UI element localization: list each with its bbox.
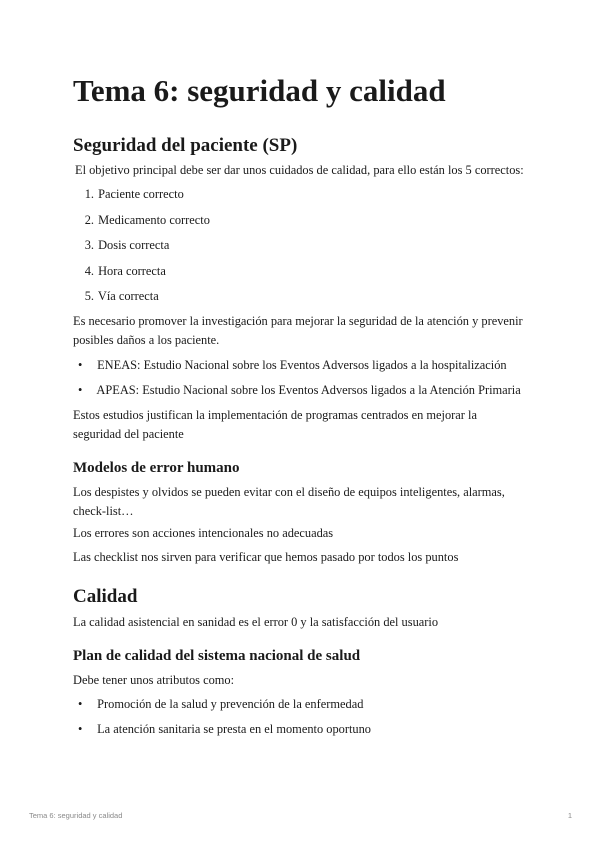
list-item-promocion xyxy=(73,695,363,714)
paragraph-objetivo: El objetivo principal debe ser dar unos cuidados de calidad, para ello están los 5 correctos: xyxy=(75,163,524,177)
list-item-text: Paciente correcto xyxy=(98,187,184,201)
bullet-icon: • xyxy=(78,383,83,397)
list-number: 4. xyxy=(84,264,94,278)
list-number: 1. xyxy=(84,187,94,201)
footer-page-number: 1 xyxy=(567,811,572,820)
list-item-atencion xyxy=(73,720,371,739)
list-item-text: ENEAS: Estudio Nacional sobre los Eventos Adversos ligados a la hospitalización xyxy=(97,358,507,372)
heading-plan-calidad: Plan de calidad del sistema nacional de salud xyxy=(73,648,361,664)
list-item-apeas xyxy=(73,381,521,400)
footer-title: Tema 6: seguridad y calidad xyxy=(29,811,123,820)
list-item-text: Vía correcta xyxy=(97,289,159,303)
paragraph-atributos: Debe tener unos atributos como: xyxy=(73,673,235,687)
bullet-icon: • xyxy=(78,358,83,372)
heading-modelos-error: Modelos de error humano xyxy=(73,460,240,476)
bullet-icon: • xyxy=(78,722,83,736)
paragraph-errores: Los errores son acciones intencionales no adecuadas xyxy=(73,526,334,540)
heading-calidad: Calidad xyxy=(73,586,138,607)
paragraph-investigacion: Es necesario promover la investigación para mejorar la seguridad de la atención y prevenir posibles daños a los paciente. xyxy=(73,314,523,347)
paragraph-despistes: Los despistes y olvidos se pueden evitar con el diseño de equipos inteligentes, alarmas, check-list… xyxy=(73,485,505,518)
list-item-correcto-5 xyxy=(73,287,159,306)
list-item-correcto-4 xyxy=(73,262,166,281)
list-item-text: Medicamento correcto xyxy=(98,213,210,227)
bullet-icon: • xyxy=(78,697,83,711)
list-item-text: APEAS: Estudio Nacional sobre los Eventos Adversos ligados a la Atención Primaria xyxy=(96,383,521,397)
list-number: 3. xyxy=(84,238,94,252)
paragraph-calidad-asistencial: La calidad asistencial en sanidad es el error 0 y la satisfacción del usuario xyxy=(73,615,439,629)
list-item-correcto-3 xyxy=(73,236,169,255)
list-number: 5. xyxy=(84,289,94,303)
list-item-eneas xyxy=(73,356,507,375)
list-item-text: Hora correcta xyxy=(98,264,166,278)
list-item-correcto-2 xyxy=(73,211,210,230)
paragraph-checklist: Las checklist nos sirven para verificar que hemos pasado por todos los puntos xyxy=(73,550,459,564)
list-item-text: Dosis correcta xyxy=(98,238,170,252)
list-item-text: La atención sanitaria se presta en el momento oportuno xyxy=(97,722,371,736)
list-item-correcto-1 xyxy=(73,185,184,204)
list-number: 2. xyxy=(84,213,94,227)
list-item-text: Promoción de la salud y prevención de la enfermedad xyxy=(97,697,364,711)
paragraph-justifican: Estos estudios justifican la implementación de programas centrados en mejorar la seguridad del paciente xyxy=(73,408,477,441)
heading-seguridad-paciente: Seguridad del paciente (SP) xyxy=(73,135,298,156)
page-title: Tema 6: seguridad y calidad xyxy=(73,73,446,108)
